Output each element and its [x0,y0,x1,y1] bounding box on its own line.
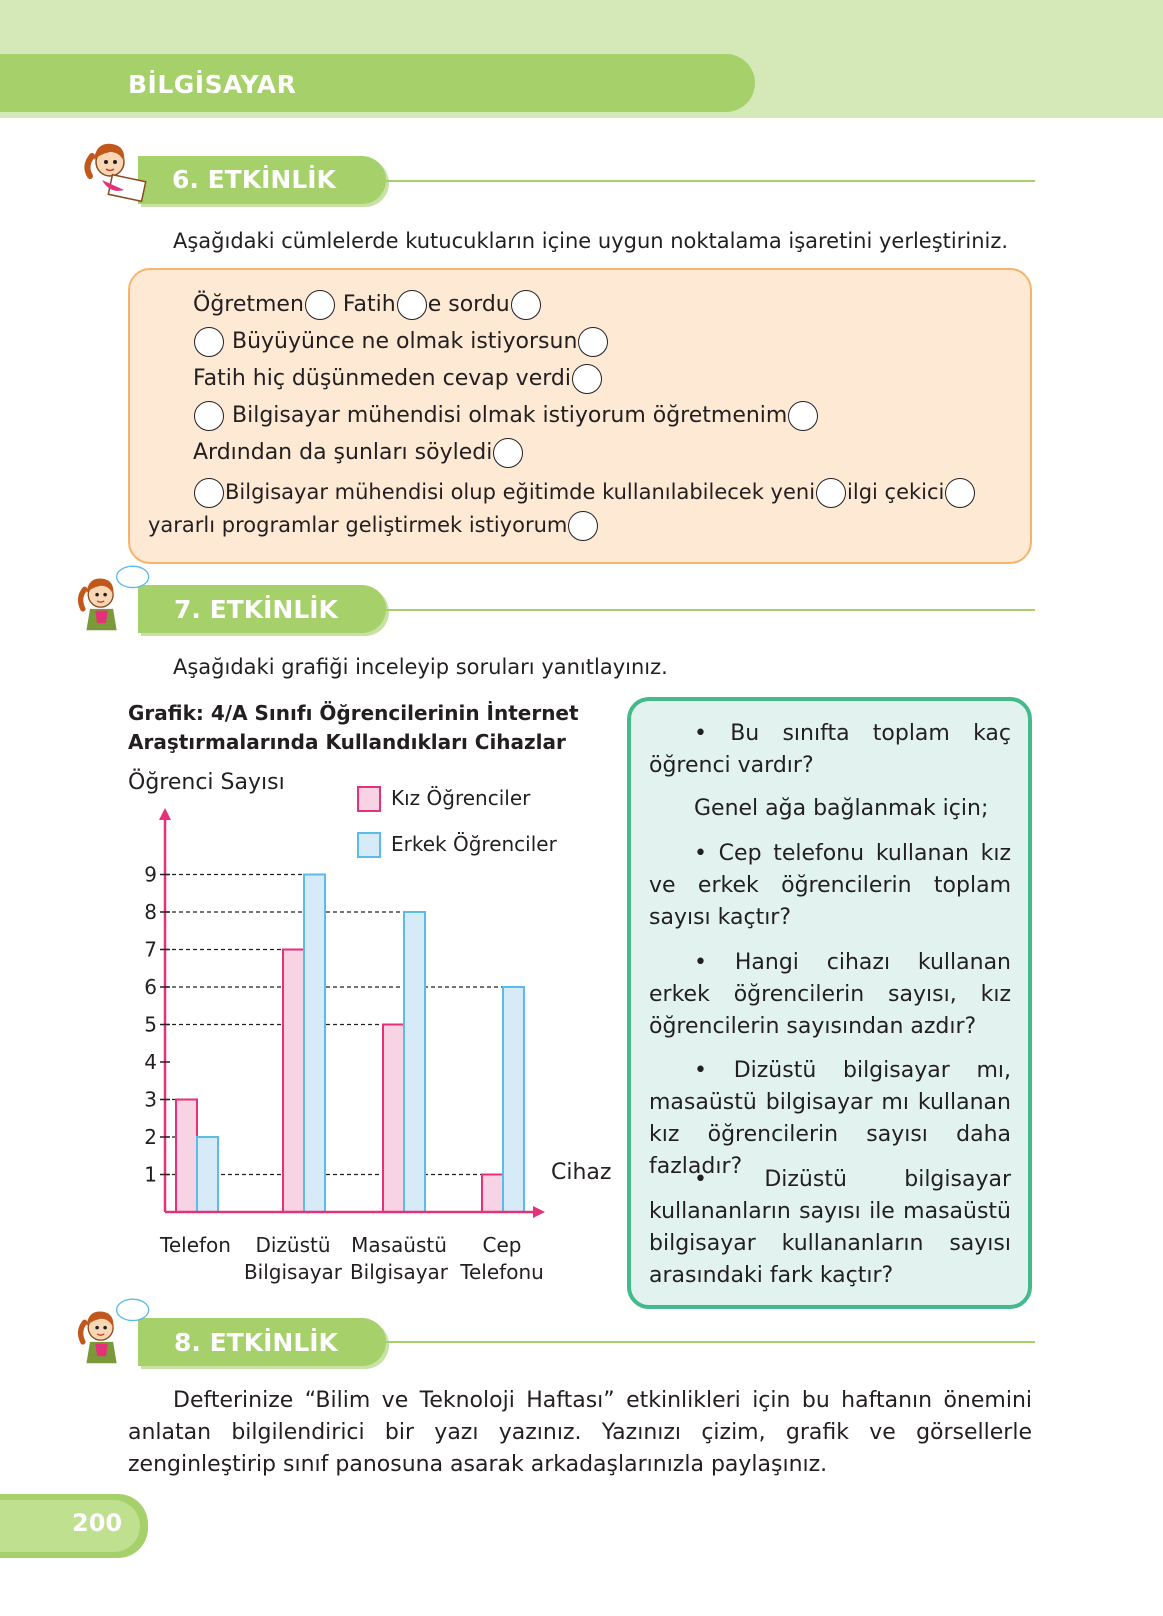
category-label-line: Telefon [160,1233,231,1257]
sentence-text: Fatih hiç düşünmeden cevap verdi [193,366,571,391]
y-tick-label: 2 [144,1125,157,1149]
bar-boys [503,987,524,1212]
y-tick-label: 9 [144,862,157,887]
y-tick-label: 1 [144,1162,157,1187]
question-text: • Dizüstü bilgisayar kullananların sayısı ile masaüstü bilgisayar kullananların sayısı arasındaki fark kaçtır? [649,1167,1011,1288]
question-intro [649,793,1011,825]
chart-y-axis-label: Öğrenci Sayısı [128,770,285,795]
category-label-dizustu [234,1232,352,1286]
legend-label-girls: Kız Öğrenciler [391,786,531,810]
girl-speech-icon [74,1293,154,1373]
category-label-cep-telefonu [446,1232,558,1286]
section8-title: 8. ETKİNLİK [174,1328,338,1357]
y-tick-label: 7 [144,937,157,962]
y-tick-label: 8 [144,900,157,924]
y-tick-label: 5 [144,1012,157,1037]
question-text: • Hangi cihazı kullanan erkek öğrencilerin sayısı, kız öğrencilerin sayısından azdır? [649,950,1011,1039]
chart-x-axis-label: Cihaz [551,1160,612,1185]
bar-girls [482,1175,503,1213]
category-label-line: Cep [482,1233,522,1257]
sentence-text: yararlı programlar geliştirmek istiyorum [148,513,568,537]
section6-instruction: Aşağıdaki cümlelerde kutucukların içine uygun noktalama işaretini yerleştiriniz. [173,229,1009,253]
category-label-line: Bilgisayar [243,1260,343,1284]
section8-text: Defterinize “Bilim ve Teknoloji Haftası” etkinlikleri için bu haftanın önemini anlatan bilgilendirici bir yazı yazınız. Yazınızı çizim, grafik ve görsellerle zenginleştirip sınıf panosuna asarak arkadaşlarınızla paylaşınız. [128,1388,1032,1477]
sentence-text: Büyüyünce ne olmak istiyorsun [232,329,578,354]
sentence-text: Öğretmen [193,292,304,317]
sentence-text: Bilgisayar mühendisi olup eğitimde kullanılabilecek yeni [225,480,816,504]
section7-title: 7. ETKİNLİK [174,595,338,624]
section6-title: 6. ETKİNLİK [172,165,336,194]
sentence-text: ilgi çekici [847,480,945,504]
bar-boys [404,912,425,1212]
question-3 [649,947,1011,1043]
x-axis-arrow [533,1206,545,1218]
y-tick-label: 4 [144,1050,157,1074]
bar-boys [304,875,325,1213]
chart-title-line1: Grafik: 4/A Sınıfı Öğrencilerinin İnternet [128,701,579,725]
sentence-text: Bilgisayar mühendisi olmak istiyorum öğretmenim [232,403,788,428]
header-title: BİLGİSAYAR [128,70,297,99]
sentence-text: Fatih [342,292,396,317]
section8-rule [385,1341,1035,1343]
category-label-telefon [148,1232,243,1259]
question-text: Genel ağa bağlanmak için; [694,796,989,821]
y-tick-label: 3 [144,1087,157,1112]
page-number: 200 [72,1509,123,1537]
chart-title-line2: Araştırmalarında Kullandıkları Cihazlar [128,730,566,754]
category-label-line: Dizüstü [255,1233,331,1257]
sentence-text: Ardından da şunları söyledi [193,440,493,465]
question-text: • Dizüstü bilgisayar mı, masaüstü bilgisayar mı kullanan kız öğrencilerin sayısı daha fazladır? [649,1058,1011,1179]
question-text: • Cep telefonu kullanan kız ve erkek öğrencilerin toplam sayısı kaçtır? [649,841,1011,930]
sentence-text: e sordu [427,292,510,317]
legend-label-boys: Erkek Öğrenciler [391,832,557,856]
category-label-line: Telefonu [460,1260,544,1284]
question-text: • Bu sınıfta toplam kaç öğrenci vardır? [649,721,1011,778]
bar-girls [283,950,304,1213]
section8-paragraph [128,1385,1032,1481]
y-axis-arrow [159,808,171,820]
category-label-line: Bilgisayar [349,1260,449,1284]
section7-instruction: Aşağıdaki grafiği inceleyip soruları yanıtlayınız. [173,655,668,679]
category-label-line: Masaüstü [351,1233,447,1257]
bar-girls [383,1025,404,1213]
category-label-masaustu [340,1232,458,1286]
y-tick-label: 6 [144,975,157,999]
question-2 [649,838,1011,934]
bar-girls [176,1100,197,1213]
question-5 [649,1164,1011,1292]
question-1 [649,718,1011,782]
bar-boys [197,1137,218,1212]
